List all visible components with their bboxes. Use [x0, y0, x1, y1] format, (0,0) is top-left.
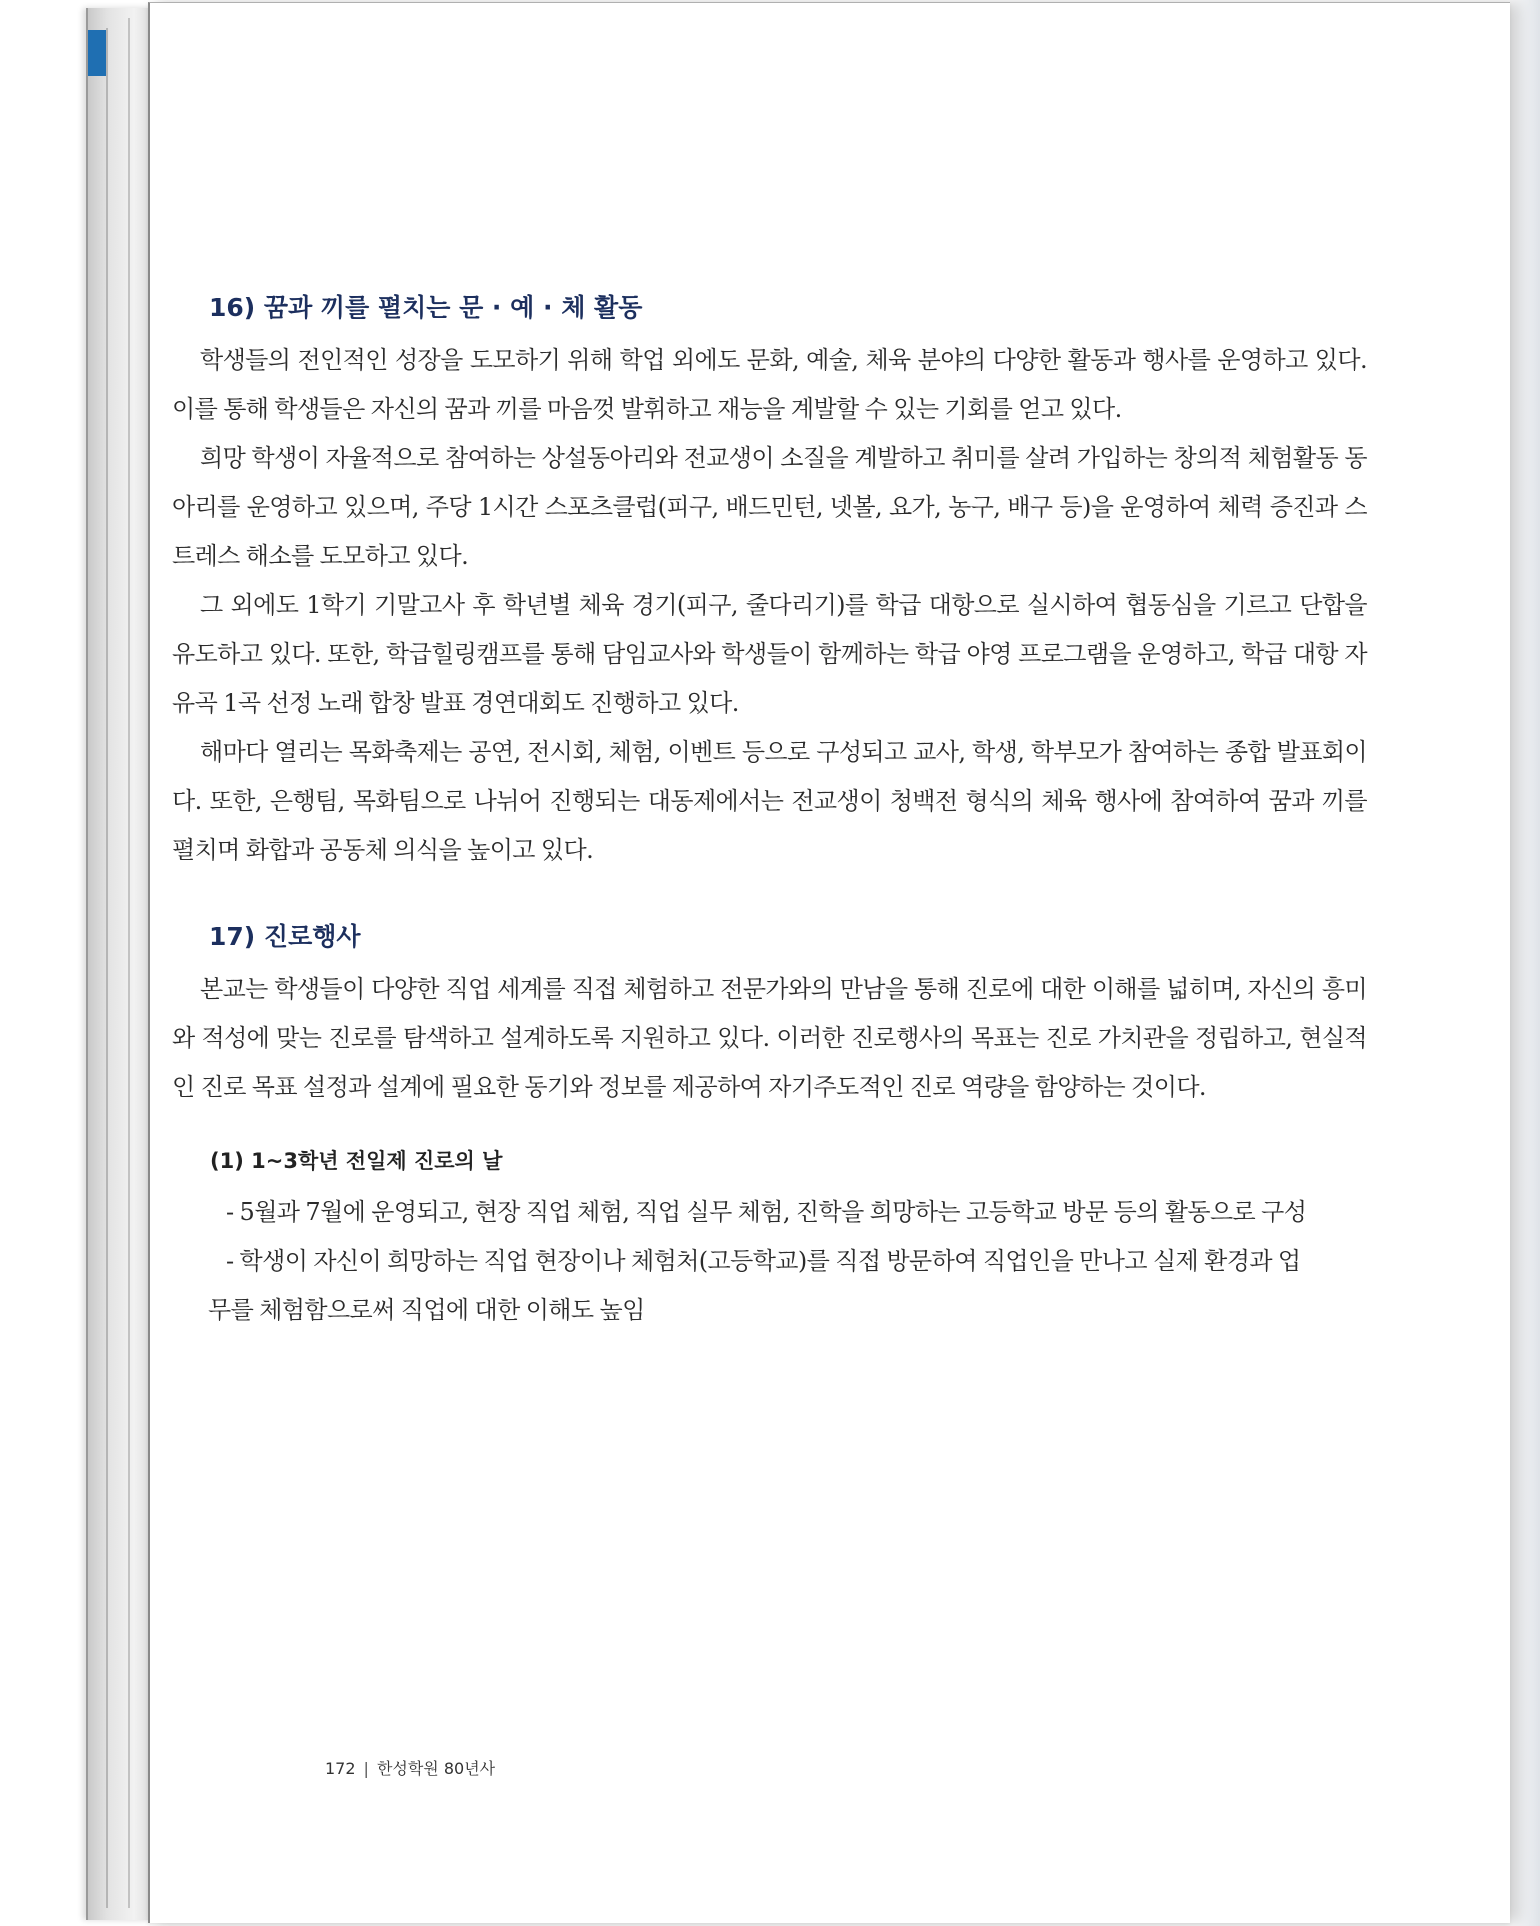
subsection-title: (1) 1~3학년 전일제 진로의 날 [210, 1149, 503, 1173]
footer-separator: | [363, 1759, 369, 1778]
book-title: 한성학원 80년사 [376, 1759, 496, 1778]
bookmark-ribbon [88, 30, 106, 76]
paragraph: 해마다 열리는 목화축제는 공연, 전시회, 체험, 이벤트 등으로 구성되고 교사, 학생, 학부모가 참여하는 종합 발표회이다. 또한, 은행팀, 목화팀으로 나뉘어 진행되는 대동제에서는 전교생이 청백전 형식의 체육 행사에 참여하여 꿈과 끼를 펼치며 화합과 공동체 의식을 높이고 있다. [172, 738, 1367, 864]
spacer [172, 1112, 1367, 1138]
page-number: 172 [325, 1759, 356, 1778]
spacer [172, 875, 1367, 913]
section-title-16: 16) 꿈과 끼를 펼치는 문 · 예 · 체 활동 [209, 293, 643, 322]
bullet-item: - 학생이 자신이 희망하는 직업 현장이나 체험처(고등학교)를 직접 방문하여 직업인을 만나고 실제 환경과 업무를 체험함으로써 직업에 대한 이해도 높임 [208, 1247, 1301, 1324]
paragraph: 본교는 학생들이 다양한 직업 세계를 직접 체험하고 전문가와의 만남을 통해 진로에 대한 이해를 넓히며, 자신의 흥미와 적성에 맞는 진로를 탐색하고 설계하도록 지원하고 있다. 이러한 진로행사의 목표는 진로 가치관을 정립하고, 현실적인 진로 목표 설정과 설계에 필요한 동기와 정보를 제공하여 자기주도적인 진로 역량을 함양하는 것이다. [172, 975, 1367, 1101]
page-edge-line [128, 18, 130, 1908]
bullet-item: - 5월과 7월에 운영되고, 현장 직업 체험, 직업 실무 체험, 진학을 희망하는 고등학교 방문 등의 활동으로 구성 [226, 1198, 1307, 1226]
paragraph: 희망 학생이 자율적으로 참여하는 상설동아리와 전교생이 소질을 계발하고 취미를 살려 가입하는 창의적 체험활동 동아리를 운영하고 있으며, 주당 1시간 스포츠클럽(피구, 배드민턴, 넷볼, 요가, 농구, 배구 등)을 운영하여 체력 증진과 스트레스 해소를 도모하고 있다. [172, 444, 1367, 570]
page-edge-line [106, 28, 108, 1908]
book-page-edges [86, 8, 154, 1920]
paragraph: 그 외에도 1학기 기말고사 후 학년별 체육 경기(피구, 줄다리기)를 학급 대항으로 실시하여 협동심을 기르고 단합을 유도하고 있다. 또한, 학급힐링캠프를 통해 담임교사와 학생들이 함께하는 학급 야영 프로그램을 운영하고, 학급 대항 자유곡 1곡 선정 노래 합창 발표 경연대회도 진행하고 있다. [172, 591, 1367, 717]
page-content [172, 284, 1367, 1335]
paragraph: 학생들의 전인적인 성장을 도모하기 위해 학업 외에도 문화, 예술, 체육 분야의 다양한 활동과 행사를 운영하고 있다. 이를 통해 학생들은 자신의 꿈과 끼를 마음껏 발휘하고 재능을 계발할 수 있는 기회를 얻고 있다. [172, 346, 1367, 423]
background-shade [1508, 0, 1540, 1926]
page-footer [325, 1756, 495, 1779]
section-title-17: 17) 진로행사 [209, 922, 361, 951]
